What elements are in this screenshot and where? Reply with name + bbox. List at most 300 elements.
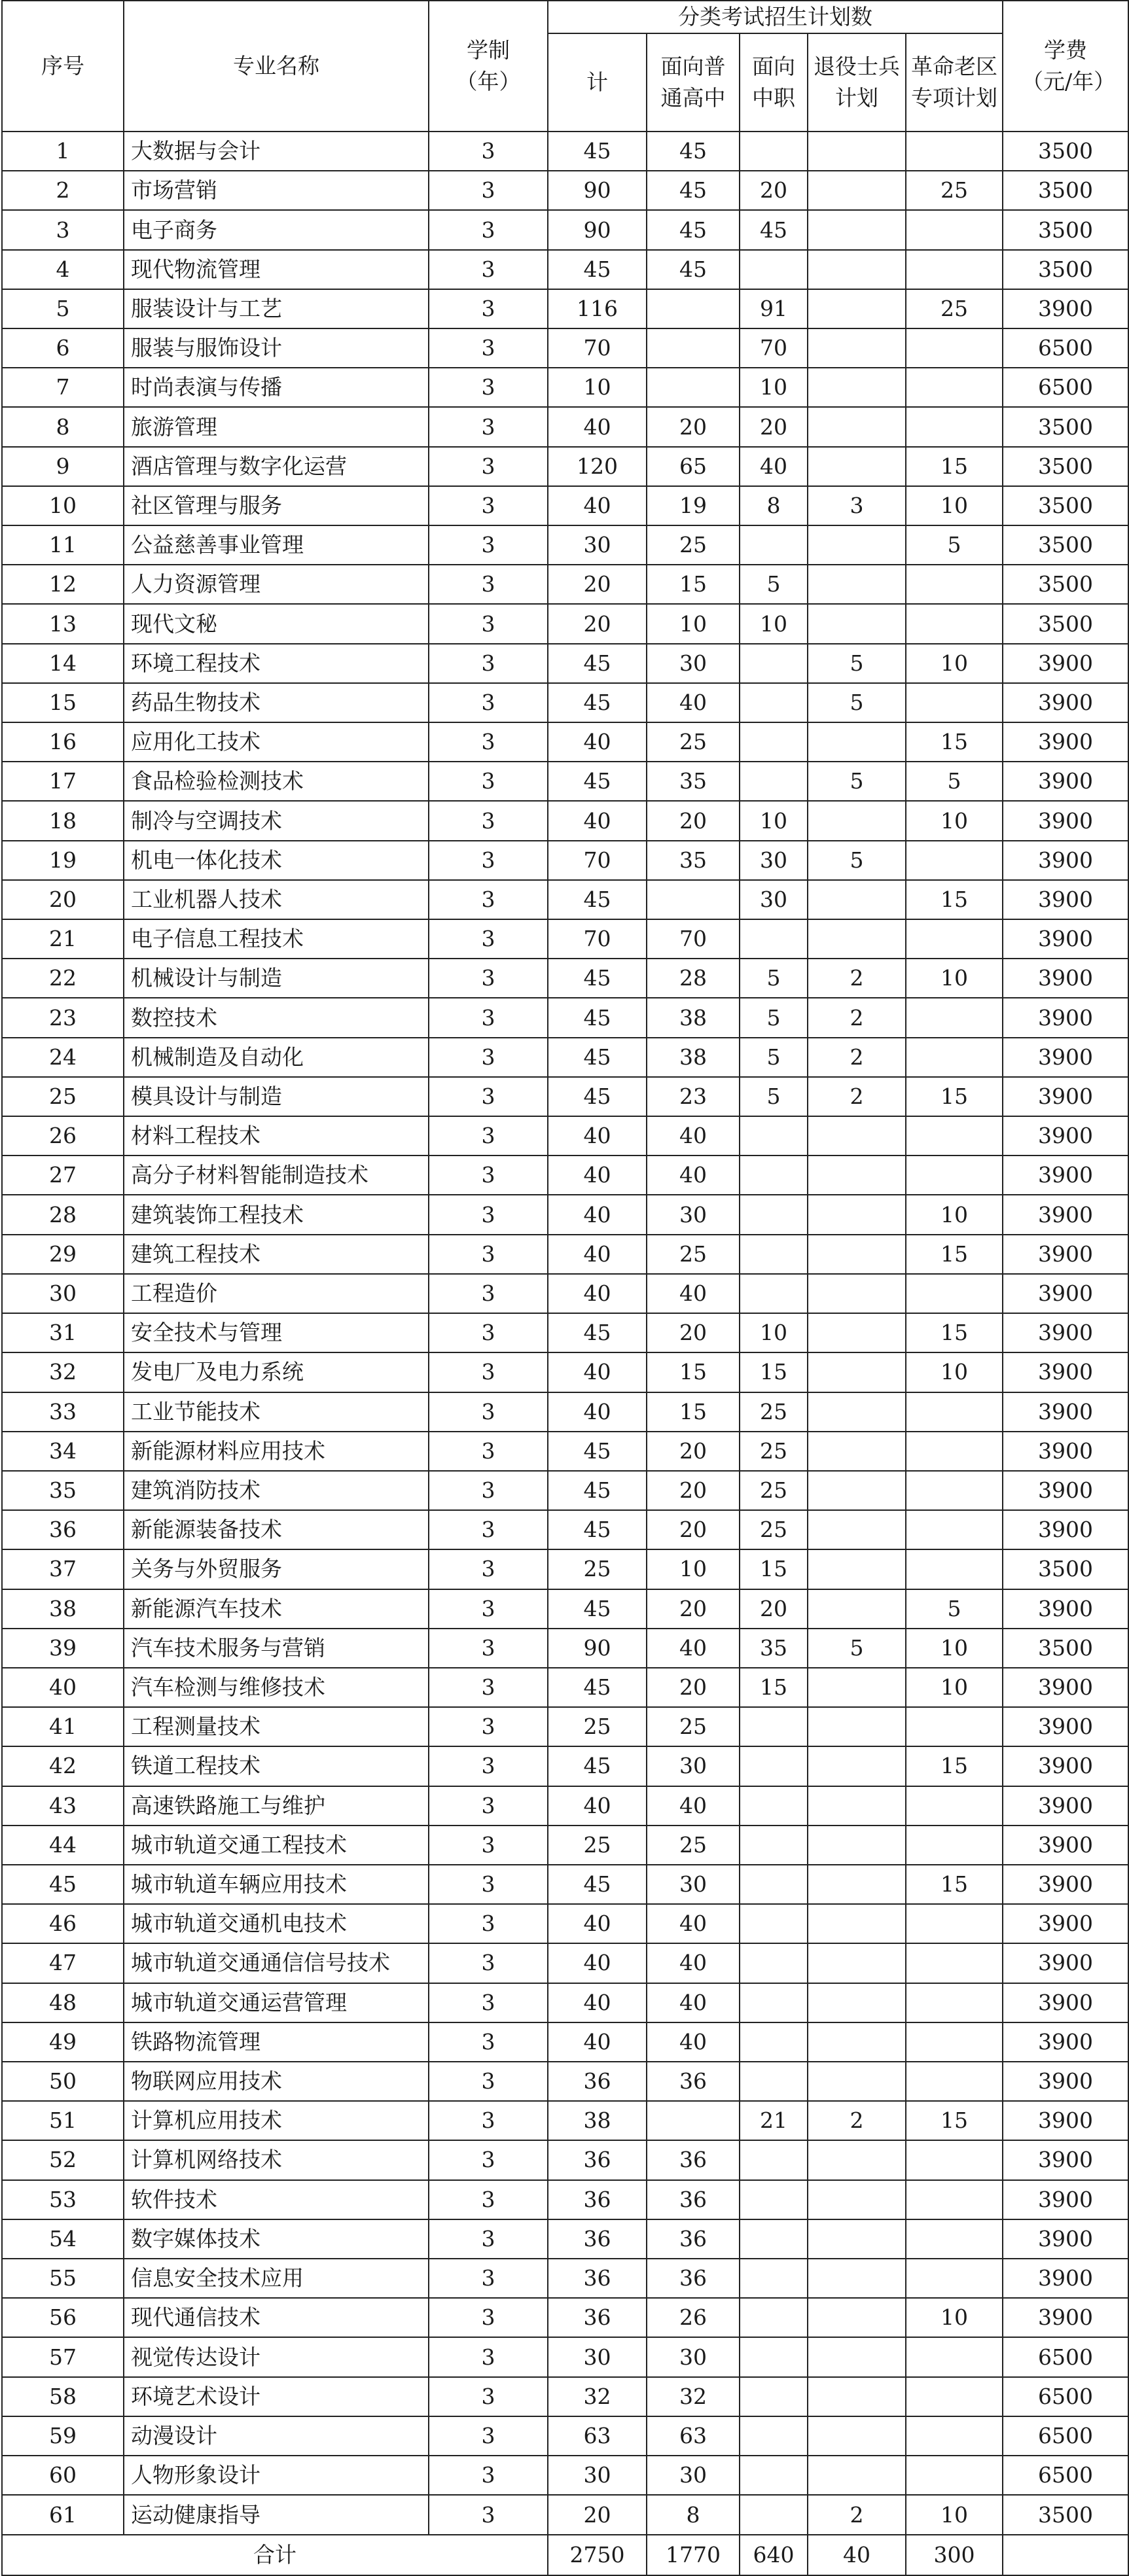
table-row (2, 2456, 1128, 2495)
cell-total: 45 (548, 1510, 647, 1549)
table-row (2, 1589, 1128, 1629)
cell-veteran (808, 210, 906, 249)
cell-major: 城市轨道车辆应用技术 (124, 1865, 429, 1904)
cell-major: 电子商务 (124, 210, 429, 249)
cell-veteran (808, 407, 906, 446)
cell-vocational (740, 683, 808, 722)
total-voc: 640 (740, 2535, 808, 2575)
cell-vocational: 25 (740, 1471, 808, 1510)
cell-general-hs: 30 (647, 644, 740, 683)
cell-duration: 3 (429, 2259, 548, 2298)
cell-duration: 3 (429, 1943, 548, 1983)
table-row (2, 525, 1128, 565)
cell-duration: 3 (429, 919, 548, 959)
cell-veteran (808, 1195, 906, 1234)
table-row (2, 1549, 1128, 1589)
cell-revolutionary (906, 2259, 1003, 2298)
cell-general-hs (647, 368, 740, 407)
table-row (2, 2259, 1128, 2298)
cell-fee: 3900 (1003, 1786, 1128, 1826)
cell-duration: 3 (429, 132, 548, 171)
cell-veteran (808, 328, 906, 368)
cell-major: 应用化工技术 (124, 722, 429, 762)
cell-fee: 3900 (1003, 1983, 1128, 2022)
cell-total: 90 (548, 1629, 647, 1668)
cell-seq: 42 (2, 1746, 124, 1786)
cell-revolutionary (906, 1038, 1003, 1077)
cell-revolutionary: 15 (906, 1865, 1003, 1904)
cell-duration: 3 (429, 880, 548, 919)
total-vet: 40 (808, 2535, 906, 2575)
cell-seq: 14 (2, 644, 124, 683)
cell-total: 30 (548, 525, 647, 565)
cell-major: 新能源装备技术 (124, 1510, 429, 1549)
cell-major: 软件技术 (124, 2180, 429, 2219)
cell-fee: 3900 (1003, 1943, 1128, 1983)
cell-seq: 48 (2, 1983, 124, 2022)
cell-seq: 55 (2, 2259, 124, 2298)
table-footer (2, 2535, 1128, 2575)
cell-total: 36 (548, 2219, 647, 2259)
cell-veteran (808, 2062, 906, 2101)
cell-veteran: 5 (808, 644, 906, 683)
cell-major: 新能源材料应用技术 (124, 1432, 429, 1471)
cell-fee: 3900 (1003, 1116, 1128, 1156)
cell-revolutionary (906, 1786, 1003, 1826)
cell-general-hs: 30 (647, 1195, 740, 1234)
cell-duration: 3 (429, 250, 548, 289)
cell-veteran (808, 525, 906, 565)
cell-major: 高速铁路施工与维护 (124, 1786, 429, 1826)
cell-major: 数字媒体技术 (124, 2219, 429, 2259)
cell-fee: 3900 (1003, 1471, 1128, 1510)
cell-vocational: 35 (740, 1629, 808, 1668)
table-row (2, 1865, 1128, 1904)
cell-fee: 3500 (1003, 250, 1128, 289)
cell-total: 45 (548, 998, 647, 1037)
table-row (2, 880, 1128, 919)
cell-seq: 26 (2, 1116, 124, 1156)
cell-revolutionary: 15 (906, 1077, 1003, 1116)
cell-total: 63 (548, 2416, 647, 2456)
cell-total: 40 (548, 801, 647, 840)
table-row (2, 132, 1128, 171)
cell-veteran (808, 1589, 906, 1629)
cell-total: 32 (548, 2377, 647, 2416)
cell-general-hs: 35 (647, 841, 740, 880)
cell-veteran (808, 880, 906, 919)
cell-fee: 6500 (1003, 2337, 1128, 2376)
table-row (2, 1274, 1128, 1313)
cell-seq: 36 (2, 1510, 124, 1549)
cell-fee: 3500 (1003, 565, 1128, 604)
cell-veteran (808, 1235, 906, 1274)
cell-total: 40 (548, 1943, 647, 1983)
cell-veteran (808, 2377, 906, 2416)
cell-total: 40 (548, 1904, 647, 1943)
cell-revolutionary: 10 (906, 959, 1003, 998)
cell-duration: 3 (429, 1392, 548, 1432)
cell-revolutionary (906, 328, 1003, 368)
cell-vocational (740, 2219, 808, 2259)
cell-general-hs (647, 328, 740, 368)
cell-major: 城市轨道交通通信信号技术 (124, 1943, 429, 1983)
table-row (2, 1983, 1128, 2022)
cell-major: 环境艺术设计 (124, 2377, 429, 2416)
cell-veteran (808, 2337, 906, 2376)
cell-fee: 3900 (1003, 1746, 1128, 1786)
cell-general-hs: 10 (647, 1549, 740, 1589)
table-row (2, 1707, 1128, 1746)
cell-major: 铁道工程技术 (124, 1746, 429, 1786)
cell-general-hs: 20 (647, 1668, 740, 1707)
cell-general-hs: 30 (647, 2456, 740, 2495)
cell-fee: 3500 (1003, 2495, 1128, 2535)
cell-seq: 53 (2, 2180, 124, 2219)
cell-total: 45 (548, 880, 647, 919)
cell-vocational (740, 2140, 808, 2179)
cell-seq: 35 (2, 1471, 124, 1510)
cell-fee: 3500 (1003, 210, 1128, 249)
cell-revolutionary (906, 1983, 1003, 2022)
cell-total: 45 (548, 1038, 647, 1077)
cell-vocational (740, 1943, 808, 1983)
cell-total: 40 (548, 1983, 647, 2022)
cell-total: 30 (548, 2337, 647, 2376)
cell-seq: 34 (2, 1432, 124, 1471)
cell-major: 城市轨道交通机电技术 (124, 1904, 429, 1943)
cell-total: 120 (548, 447, 647, 486)
cell-veteran (808, 1668, 906, 1707)
cell-veteran (808, 919, 906, 959)
cell-general-hs: 20 (647, 1510, 740, 1549)
cell-veteran: 3 (808, 486, 906, 525)
cell-general-hs: 20 (647, 1471, 740, 1510)
table-row (2, 2416, 1128, 2456)
cell-revolutionary: 10 (906, 1629, 1003, 1668)
cell-major: 工程造价 (124, 1274, 429, 1313)
cell-general-hs: 20 (647, 407, 740, 446)
cell-fee: 3900 (1003, 1707, 1128, 1746)
cell-vocational (740, 2495, 808, 2535)
cell-fee: 3900 (1003, 2298, 1128, 2337)
cell-general-hs (647, 880, 740, 919)
cell-veteran (808, 2022, 906, 2062)
cell-vocational: 25 (740, 1510, 808, 1549)
table-row (2, 841, 1128, 880)
table-row (2, 210, 1128, 249)
cell-revolutionary (906, 998, 1003, 1037)
cell-vocational (740, 250, 808, 289)
cell-duration: 3 (429, 2416, 548, 2456)
cell-general-hs: 38 (647, 1038, 740, 1077)
cell-revolutionary: 5 (906, 525, 1003, 565)
cell-veteran (808, 1943, 906, 1983)
cell-general-hs: 40 (647, 1629, 740, 1668)
cell-major: 时尚表演与传播 (124, 368, 429, 407)
cell-fee: 3500 (1003, 447, 1128, 486)
cell-revolutionary: 15 (906, 880, 1003, 919)
cell-total: 45 (548, 959, 647, 998)
cell-seq: 49 (2, 2022, 124, 2062)
table-row (2, 2101, 1128, 2140)
cell-veteran (808, 801, 906, 840)
cell-seq: 12 (2, 565, 124, 604)
cell-fee: 3900 (1003, 1313, 1128, 1352)
table-row (2, 1077, 1128, 1116)
cell-duration: 3 (429, 368, 548, 407)
cell-total: 36 (548, 2062, 647, 2101)
cell-revolutionary (906, 2022, 1003, 2062)
cell-vocational: 20 (740, 407, 808, 446)
cell-vocational: 5 (740, 1077, 808, 1116)
cell-revolutionary (906, 1274, 1003, 1313)
cell-seq: 31 (2, 1313, 124, 1352)
cell-veteran (808, 1510, 906, 1549)
cell-veteran: 2 (808, 1038, 906, 1077)
cell-seq: 10 (2, 486, 124, 525)
cell-vocational: 20 (740, 171, 808, 210)
cell-total: 25 (548, 1826, 647, 1865)
cell-revolutionary (906, 1826, 1003, 1865)
cell-duration: 3 (429, 801, 548, 840)
cell-duration: 3 (429, 2495, 548, 2535)
cell-revolutionary (906, 368, 1003, 407)
cell-seq: 2 (2, 171, 124, 210)
cell-duration: 3 (429, 1274, 548, 1313)
cell-seq: 51 (2, 2101, 124, 2140)
cell-general-hs: 25 (647, 722, 740, 762)
cell-veteran: 5 (808, 841, 906, 880)
table-row (2, 1904, 1128, 1943)
cell-revolutionary (906, 2416, 1003, 2456)
cell-veteran: 2 (808, 2495, 906, 2535)
cell-total: 45 (548, 762, 647, 801)
cell-total: 45 (548, 1668, 647, 1707)
cell-total: 70 (548, 841, 647, 880)
cell-general-hs: 15 (647, 1392, 740, 1432)
cell-total: 36 (548, 2298, 647, 2337)
cell-duration: 3 (429, 2022, 548, 2062)
table-row (2, 1471, 1128, 1510)
cell-veteran (808, 1549, 906, 1589)
cell-general-hs: 40 (647, 1116, 740, 1156)
cell-fee: 3900 (1003, 880, 1128, 919)
cell-veteran (808, 1352, 906, 1392)
cell-duration: 3 (429, 2456, 548, 2495)
table-row (2, 328, 1128, 368)
table-row (2, 1943, 1128, 1983)
cell-vocational: 25 (740, 1432, 808, 1471)
cell-duration: 3 (429, 1746, 548, 1786)
cell-major: 运动健康指导 (124, 2495, 429, 2535)
cell-duration: 3 (429, 604, 548, 643)
table-row (2, 407, 1128, 446)
cell-duration: 3 (429, 1904, 548, 1943)
cell-vocational (740, 2337, 808, 2376)
cell-general-hs: 20 (647, 1313, 740, 1352)
table-row (2, 1116, 1128, 1156)
cell-seq: 32 (2, 1352, 124, 1392)
cell-fee: 3900 (1003, 2062, 1128, 2101)
cell-fee: 3900 (1003, 919, 1128, 959)
cell-duration: 3 (429, 2140, 548, 2179)
cell-revolutionary: 10 (906, 2495, 1003, 2535)
cell-revolutionary: 10 (906, 801, 1003, 840)
table-row (2, 1195, 1128, 1234)
cell-vocational (740, 2377, 808, 2416)
cell-major: 计算机应用技术 (124, 2101, 429, 2140)
cell-total: 38 (548, 2101, 647, 2140)
cell-duration: 3 (429, 525, 548, 565)
cell-general-hs: 20 (647, 1589, 740, 1629)
cell-fee: 3900 (1003, 1589, 1128, 1629)
table-row (2, 2337, 1128, 2376)
cell-major: 信息安全技术应用 (124, 2259, 429, 2298)
cell-veteran: 5 (808, 762, 906, 801)
cell-veteran (808, 2219, 906, 2259)
cell-revolutionary: 5 (906, 762, 1003, 801)
cell-veteran: 2 (808, 959, 906, 998)
cell-veteran (808, 1707, 906, 1746)
cell-vocational: 10 (740, 604, 808, 643)
cell-seq: 33 (2, 1392, 124, 1432)
cell-general-hs: 40 (647, 683, 740, 722)
cell-general-hs: 25 (647, 525, 740, 565)
cell-major: 工业机器人技术 (124, 880, 429, 919)
cell-veteran (808, 2416, 906, 2456)
cell-general-hs: 36 (647, 2140, 740, 2179)
cell-vocational: 70 (740, 328, 808, 368)
cell-fee: 3900 (1003, 841, 1128, 880)
header-general-hs: 面向普通高中 (647, 33, 740, 132)
cell-vocational: 25 (740, 1392, 808, 1432)
cell-seq: 25 (2, 1077, 124, 1116)
table-row (2, 801, 1128, 840)
cell-veteran (808, 368, 906, 407)
cell-revolutionary (906, 1116, 1003, 1156)
cell-revolutionary (906, 2377, 1003, 2416)
cell-revolutionary: 15 (906, 1746, 1003, 1786)
cell-revolutionary (906, 841, 1003, 880)
cell-veteran: 2 (808, 2101, 906, 2140)
cell-duration: 3 (429, 1668, 548, 1707)
cell-veteran (808, 2259, 906, 2298)
cell-duration: 3 (429, 1589, 548, 1629)
cell-general-hs: 45 (647, 171, 740, 210)
cell-vocational (740, 1786, 808, 1826)
cell-major: 汽车技术服务与营销 (124, 1629, 429, 1668)
cell-major: 人物形象设计 (124, 2456, 429, 2495)
cell-revolutionary (906, 2219, 1003, 2259)
cell-seq: 43 (2, 1786, 124, 1826)
cell-major: 制冷与空调技术 (124, 801, 429, 840)
cell-seq: 4 (2, 250, 124, 289)
cell-general-hs: 45 (647, 250, 740, 289)
cell-revolutionary (906, 2337, 1003, 2376)
cell-revolutionary (906, 919, 1003, 959)
cell-vocational (740, 1707, 808, 1746)
cell-seq: 54 (2, 2219, 124, 2259)
cell-veteran (808, 132, 906, 171)
cell-major: 人力资源管理 (124, 565, 429, 604)
header-total: 计 (548, 33, 647, 132)
cell-seq: 50 (2, 2062, 124, 2101)
cell-veteran (808, 2298, 906, 2337)
cell-major: 城市轨道交通工程技术 (124, 1826, 429, 1865)
cell-vocational (740, 132, 808, 171)
cell-revolutionary: 15 (906, 2101, 1003, 2140)
total-hs: 1770 (647, 2535, 740, 2575)
cell-major: 现代文秘 (124, 604, 429, 643)
cell-major: 工程测量技术 (124, 1707, 429, 1746)
cell-fee: 3900 (1003, 762, 1128, 801)
cell-fee: 3900 (1003, 683, 1128, 722)
cell-vocational (740, 1195, 808, 1234)
cell-major: 酒店管理与数字化运营 (124, 447, 429, 486)
cell-revolutionary: 15 (906, 447, 1003, 486)
cell-total: 45 (548, 1313, 647, 1352)
cell-total: 36 (548, 2180, 647, 2219)
table-row (2, 1156, 1128, 1195)
cell-duration: 3 (429, 1510, 548, 1549)
cell-major: 社区管理与服务 (124, 486, 429, 525)
cell-fee: 3900 (1003, 1235, 1128, 1274)
cell-fee: 3900 (1003, 959, 1128, 998)
cell-fee: 3900 (1003, 2022, 1128, 2062)
cell-fee: 3900 (1003, 1195, 1128, 1234)
cell-total: 40 (548, 1786, 647, 1826)
cell-seq: 41 (2, 1707, 124, 1746)
header-veteran: 退役士兵计划 (808, 33, 906, 132)
cell-total: 36 (548, 2259, 647, 2298)
cell-fee: 3900 (1003, 1077, 1128, 1116)
cell-total: 45 (548, 250, 647, 289)
cell-revolutionary (906, 407, 1003, 446)
cell-fee: 3900 (1003, 1038, 1128, 1077)
cell-general-hs: 25 (647, 1707, 740, 1746)
cell-major: 现代通信技术 (124, 2298, 429, 2337)
cell-duration: 3 (429, 1826, 548, 1865)
cell-seq: 9 (2, 447, 124, 486)
cell-duration: 3 (429, 1629, 548, 1668)
cell-major: 发电厂及电力系统 (124, 1352, 429, 1392)
cell-general-hs: 36 (647, 2259, 740, 2298)
cell-duration: 3 (429, 1865, 548, 1904)
cell-duration: 3 (429, 328, 548, 368)
cell-vocational: 10 (740, 1313, 808, 1352)
cell-fee: 3900 (1003, 2259, 1128, 2298)
table-row (2, 1826, 1128, 1865)
cell-general-hs: 26 (647, 2298, 740, 2337)
cell-major: 动漫设计 (124, 2416, 429, 2456)
cell-general-hs: 40 (647, 1983, 740, 2022)
cell-vocational: 20 (740, 1589, 808, 1629)
cell-total: 40 (548, 1156, 647, 1195)
cell-seq: 20 (2, 880, 124, 919)
header-major: 专业名称 (124, 1, 429, 132)
cell-vocational (740, 2062, 808, 2101)
cell-major: 机电一体化技术 (124, 841, 429, 880)
cell-major: 食品检验检测技术 (124, 762, 429, 801)
cell-seq: 15 (2, 683, 124, 722)
cell-major: 新能源汽车技术 (124, 1589, 429, 1629)
cell-seq: 27 (2, 1156, 124, 1195)
cell-veteran (808, 1746, 906, 1786)
cell-fee: 3900 (1003, 801, 1128, 840)
table-row (2, 722, 1128, 762)
cell-general-hs: 15 (647, 1352, 740, 1392)
